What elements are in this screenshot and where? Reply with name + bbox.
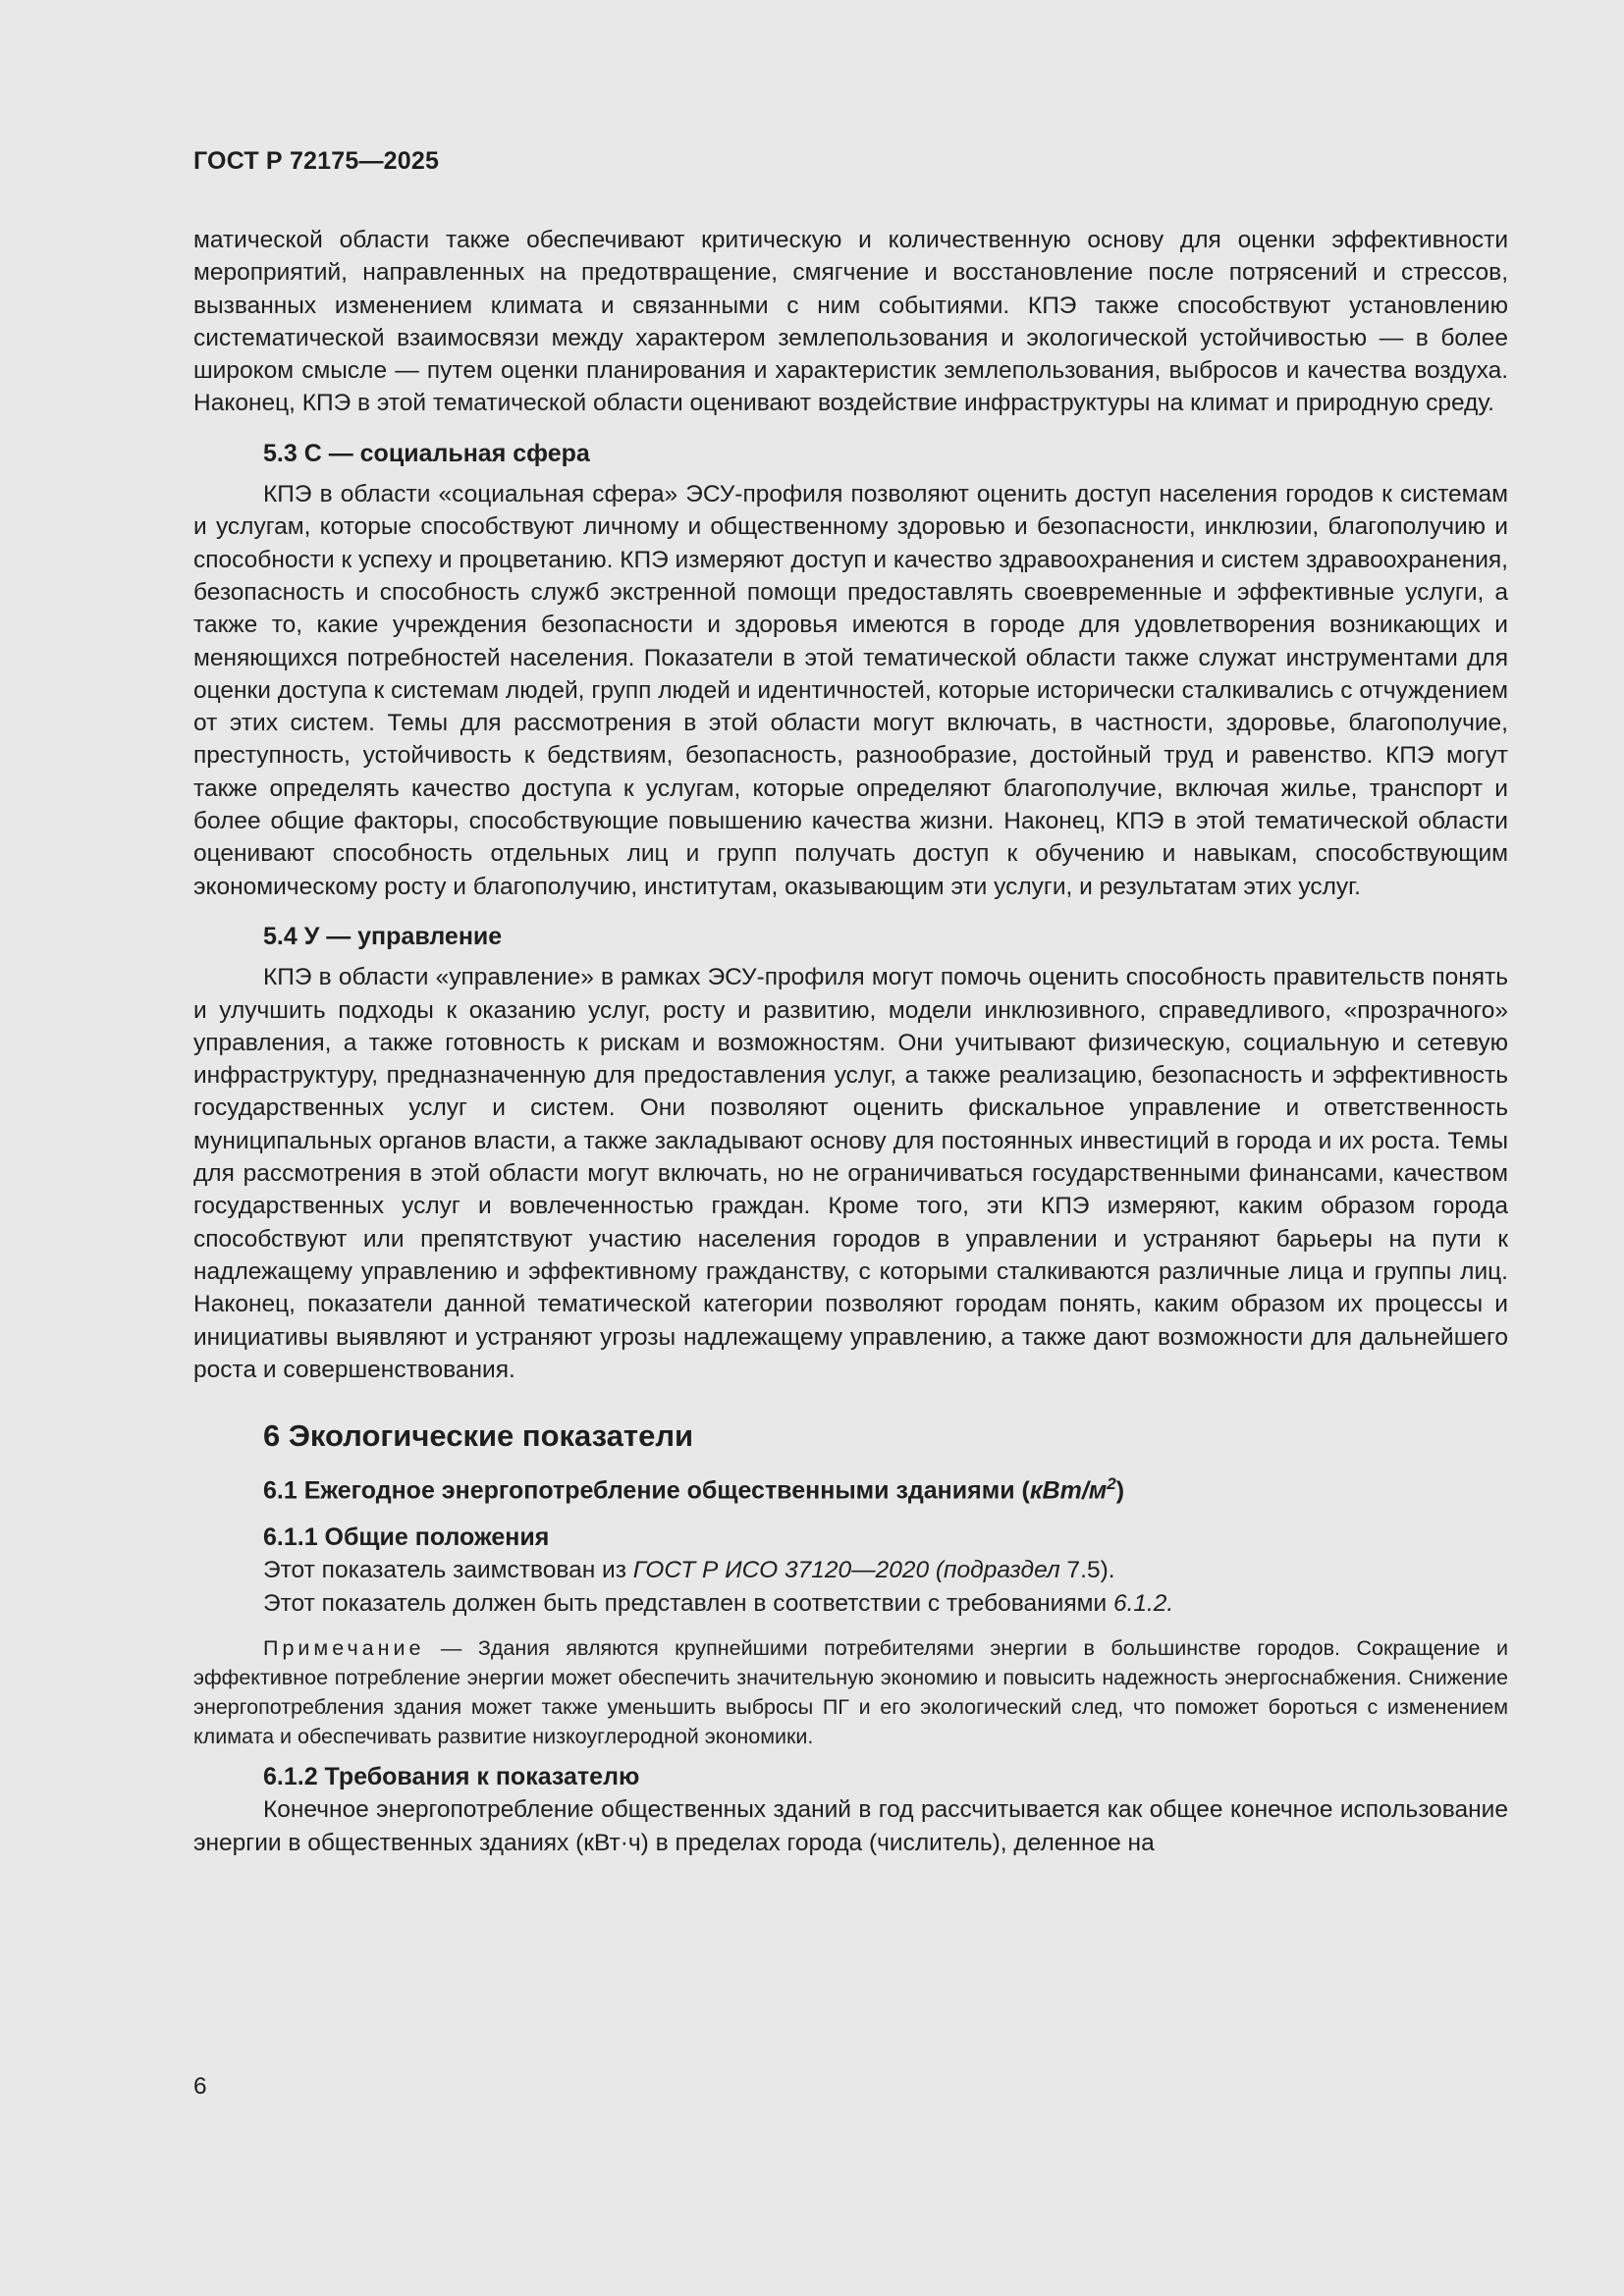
section-6-1-title: 6.1 Ежегодное энергопотребление общественными зданиями ( xyxy=(263,1476,1030,1505)
line1-text: Этот показатель заимствован из xyxy=(263,1557,633,1584)
page-content xyxy=(193,224,1508,1859)
section-6-1-heading xyxy=(263,1468,1508,1508)
page-number: 6 xyxy=(193,2073,207,2100)
section-6-1-2-text: Конечное энергопотребление общественных зданий в год рассчитывается как общее конечное использование энергии в общественных зданиях (кВт·ч) в пределах города (числитель), деленное на xyxy=(193,1796,1508,1856)
intro-paragraph: матической области также обеспечивают критическую и количественную основу для оценки эффективности мероприятий, направленных на предотвращение, смягчение и восстановление после потрясений и стрессов, вызванных изменением климата и связанными с ним событиями. КПЭ также способствуют установлению систематической взаимосвязи между характером землепользования и экологической устойчивостью — в более широком смысле — путем оценки планирования и характеристик землепользования, выбросов и качества воздуха. Наконец, КПЭ в этой тематической области оценивают воздействие инфраструктуры на климат и природную среду. xyxy=(193,227,1508,417)
section-6-heading: 6 Экологические показатели xyxy=(263,1418,694,1454)
section-6-1-2-heading: 6.1.2 Требования к показателю xyxy=(263,1762,640,1790)
section-6-1-1-line1 xyxy=(263,1554,1508,1586)
section-6-1-title-end: ) xyxy=(1115,1476,1125,1505)
section-6-1-1-line2 xyxy=(263,1587,1508,1620)
section-6-1-unit: кВт/м xyxy=(1029,1476,1108,1505)
note-label: Примечание xyxy=(263,1635,425,1660)
line2-text: Этот показатель должен быть представлен в соответствии с требованиями xyxy=(263,1589,1113,1617)
section-5-3-text: КПЭ в области «социальная сфера» ЭСУ-профиля позволяют оценить доступ населения городов к системам и услугам, которые способствуют личному и общественному здоровью и безопасности, инклюзии, благополучию и способности к успеху и процветанию. КПЭ измеряют доступ и качество здравоохранения и систем здравоохранения, безопасность и способность служб экстренной помощи предоставлять своевременные и эффективные услуги, а также то, какие учреждения безопасности и здоровья имеются в городе для удовлетворения возникающих и меняющихся потребностей населения. Показатели в этой тематической области также служат инструментами для оценки доступа к системам людей, групп людей и идентичностей, которые исторически сталкивались с отчуждением от этих систем. Темы для рассмотрения в этой области могут включать, в частности, здоровье, благополучие, преступность, устойчивость к бедствиям, безопасность, разнообразие, достойный труд и равенство. КПЭ могут также определять качество доступа к услугам, которые определяют благополучие, включая жилье, транспорт и более общие факторы, способствующие повышению качества жизни. Наконец, КПЭ в этой тематической области оценивают способность отдельных лиц и групп получать доступ к обучению и навыкам, способствующим экономическому росту и благополучию, институтам, оказывающим эти услуги, и результатам этих услуг. xyxy=(193,481,1508,900)
section-5-4-heading: 5.4 У — управление xyxy=(263,922,503,950)
note-paragraph xyxy=(193,1633,1508,1751)
section-5-4-text: КПЭ в области «управление» в рамках ЭСУ-профиля могут помочь оценить способность правительств понять и улучшить подходы к оказанию услуг, росту и развитию, модели инклюзивного, справедливого, «прозрачного» управления, а также готовность к рискам и возможностям. Они учитывают физическую, социальную и сетевую инфраструктуру, предназначенную для предоставления услуг, а также реализацию, безопасность и эффективность государственных услуг и систем. Они позволяют оценить фискальное управление и ответственность муниципальных органов власти, а также закладывают основу для постоянных инвестиций в города и их роста. Темы для рассмотрения в этой области могут включать, но не ограничиваться государственными финансами, качеством государственных услуг и вовлеченностью граждан. Кроме того, эти КПЭ измеряют, каким образом города способствуют или препятствуют участию населения городов в управлении и устраняют барьеры на пути к надлежащему управлению и эффективному гражданству, с которыми сталкиваются различные лица и группы лиц. Наконец, показатели данной тематической категории позволяют городам понять, каким образом их процессы и инициативы выявляют и устраняют угрозы надлежащему управлению, а также дают возможности для дальнейшего роста и совершенствования. xyxy=(193,964,1508,1383)
section-6-1-1-heading: 6.1.1 Общие положения xyxy=(263,1523,550,1552)
section-6-1-unit-sup: 2 xyxy=(1107,1474,1116,1494)
section-5-3-heading: 5.3 С — социальная сфера xyxy=(263,439,590,467)
line2-reference: 6.1.2. xyxy=(1112,1589,1174,1617)
line1-reference: ГОСТ Р ИСО 37120—2020 (подраздел xyxy=(632,1557,1067,1584)
note-text: — Здания являются крупнейшими потребителями энергии в большинстве городов. Сокращение и эффективное потребление энергии может обеспечить значительную экономию и повысить надежность энергоснабжения. Снижение энергопотребления здания может также уменьшить выбросы ПГ и его экологический след, что поможет бороться с изменением климата и обеспечивать развитие низкоуглеродной экономики. xyxy=(193,1635,1508,1748)
line1-text-end: 7.5). xyxy=(1066,1557,1115,1584)
document-header: ГОСТ Р 72175—2025 xyxy=(193,147,440,175)
